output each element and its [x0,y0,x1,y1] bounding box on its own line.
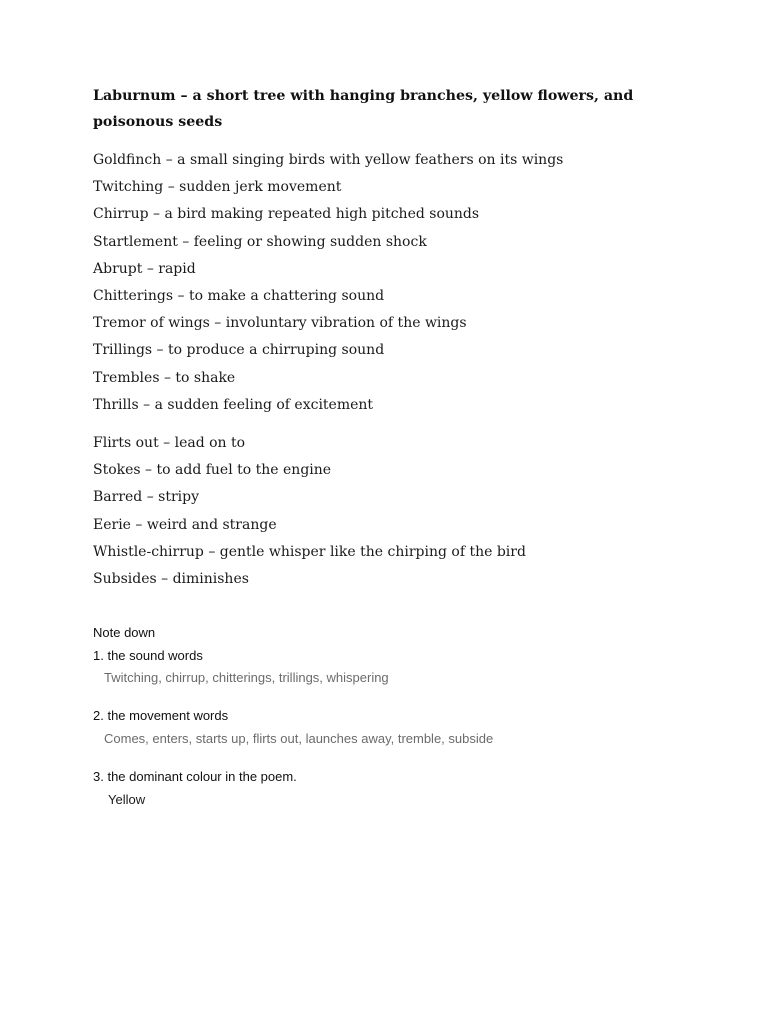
answer-1: Twitching, chirrup, chitterings, trillings, whispering [104,670,389,685]
glossary-item: Trillings – to produce a chirruping sound [93,342,385,359]
glossary-list-2 [93,430,713,593]
glossary-item: Thrills – a sudden feeling of excitement [93,396,374,413]
glossary-item: Trembles – to shake [93,369,236,386]
glossary-item: Subsides – diminishes [93,571,249,588]
glossary-item: Chitterings – to make a chattering sound [93,288,385,305]
document-title: Laburnum – a short tree with hanging branches, yellow flowers, and poisonous seeds [93,88,634,130]
glossary-item: Chirrup – a bird making repeated high pitched sounds [93,206,480,223]
glossary-item: Barred – stripy [93,489,200,506]
glossary-item: Whistle-chirrup – gentle whisper like the chirping of the bird [93,543,526,560]
glossary-item: Eerie – weird and strange [93,516,277,533]
answer-3: Yellow [108,792,146,807]
glossary-item: Tremor of wings – involuntary vibration of the wings [93,315,467,332]
note-heading: Note down [93,625,156,640]
question-1: 1. the sound words [93,648,203,663]
glossary-item: Goldfinch – a small singing birds with yellow feathers on its wings [93,152,564,168]
glossary-item: Flirts out – lead on to [93,435,246,451]
glossary-item: Startlement – feeling or showing sudden shock [93,233,427,250]
glossary-list-1 [93,147,713,419]
question-2: 2. the movement words [93,708,229,723]
question-3: 3. the dominant colour in the poem. [93,769,297,784]
glossary-item: Twitching – sudden jerk movement [93,179,342,196]
glossary-item: Abrupt – rapid [93,260,196,277]
answer-2: Comes, enters, starts up, flirts out, launches away, tremble, subside [104,731,494,746]
glossary-item: Stokes – to add fuel to the engine [93,462,332,479]
